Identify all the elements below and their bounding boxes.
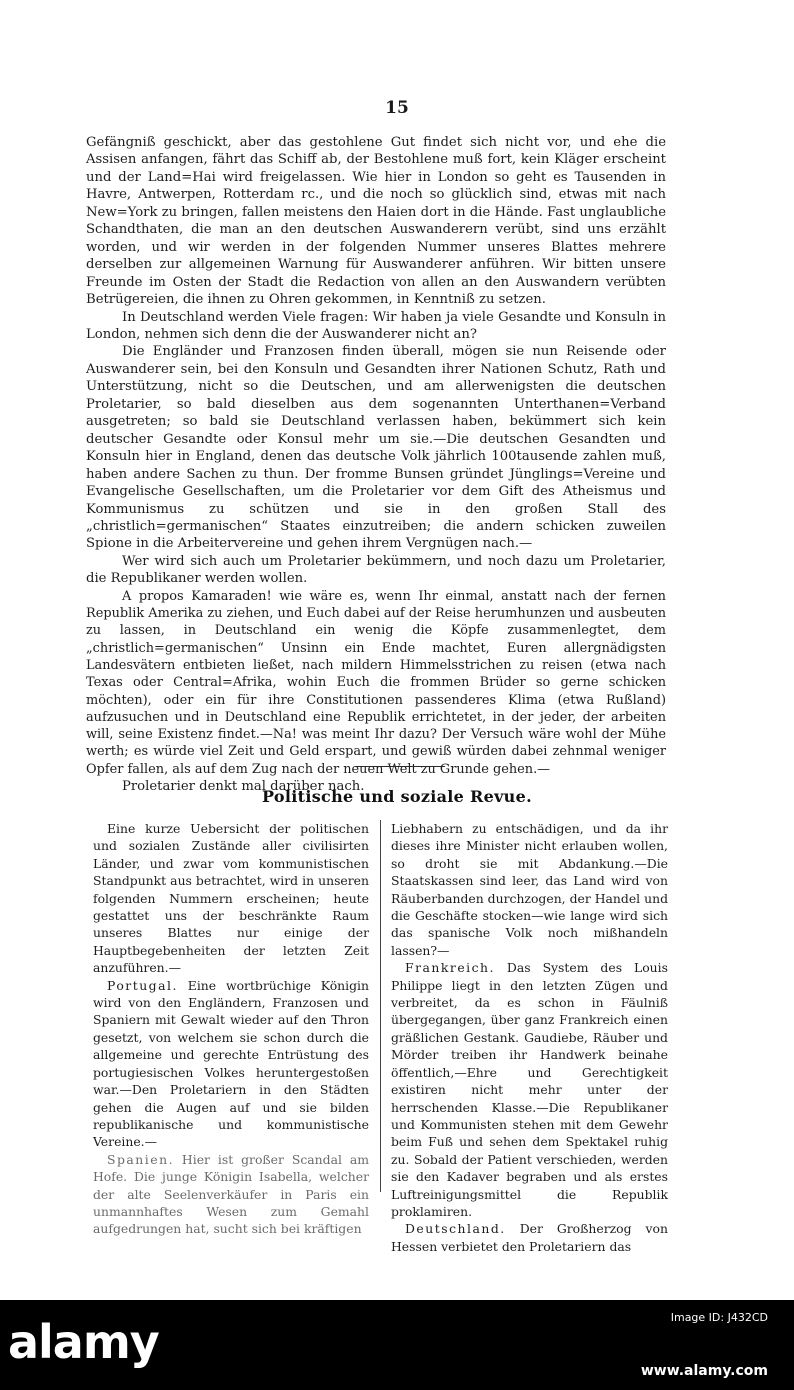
column-paragraph [391,959,668,1220]
paragraph: Gefängniß geschickt, aber das gestohlene Gut findet sich nicht vor, und ehe die Assisen anfangen, fährt das Schiff ab, der Bestohlene muß fort, kein Kläger erscheint und der Land=Hai wird freigelassen. Wie hier in London so geht es Tausenden in Havre, Antwerpen, Rotterdam rc., und die noch so glücklich sind, etwas mit nach New=York zu bringen, fallen meistens den Haien dort in die Hände. Fast unglaubliche Schandthaten, die man an den deutschen Auswanderern verübt, sind uns erzählt worden, und wir werden in der folgenden Nummer unseres Blattes mehrere derselben zur allgemeinen Warnung für Auswanderer anführen. Wir bitten unsere Freunde im Osten der Stadt die Redaction von allen an den Auswandern verübten Betrügereien, die ihnen zu Ohren gekommen, in Kenntniß zu setzen. [86,135,666,308]
paragraph: In Deutschland werden Viele fragen: Wir haben ja viele Gesandte und Konsuln in London, nehmen sich denn die der Auswanderer nicht an? [86,309,666,342]
paragraph-text: Der Großherzog von Hessen verbietet den Proletariern das [391,1221,668,1254]
article-body [86,134,666,796]
alamy-logo: alamy [8,1315,159,1369]
column-paragraph [93,977,369,1151]
column-paragraph [391,1220,668,1255]
paragraph-text: Hier ist großer Scandal am Hofe. Die junge Königin Isabella, welcher der alte Seelenverkäufer in Paris ein unmannhaftes Wesen zum Gemahl aufgedrungen hat, sucht sich bei kräftigen [93,1151,369,1237]
paragraph-text: Das System des Louis Philippe liegt in den letzten Zügen und verbreitet, da es schon in Fäulniß übergegangen, über ganz Frankreich einen gräßlichen Gestank. Gaudiebe, Räuber und Mörder treiben ihr Handwerk beinahe öffentlich,—Ehre und Gerechtigkeit existiren nicht mehr unter der herrschenden Klasse.—Die Republikaner und Kommunisten stehen mit dem Gewehr beim Fuß und sehen dem Spektakel ruhig zu. Sobald der Patient verschieden, werden sie den Kadaver begraben und als erstes Luftreinigungsmittel die Republik proklamiren. [391,960,668,1219]
country-heading: Frankreich. [405,960,495,976]
image-id: Image ID: J432CD [670,1311,768,1324]
column-paragraph: Eine kurze Uebersicht der politischen und sozialen Zustände aller civilisirten Länder, und zwar vom kommunistischen Standpunkt aus betrachtet, wird in unseren folgenden Nummern erscheinen; heute gestattet uns der beschränkte Raum unseres Blattes nur einige der Hauptbegebenheiten der letzten Zeit anzuführen.— [93,821,369,976]
country-heading: Spanien. [107,1151,175,1167]
paragraph: Wer wird sich auch um Proletarier bekümmern, und noch dazu um Proletarier, die Republikaner werden wollen. [86,553,666,587]
section-title: Politische und soziale Revue. [262,787,532,806]
column-divider [380,820,381,1192]
column-paragraph: Liebhabern zu entschädigen, und da ihr dieses ihre Minister nicht erlauben wollen, so droht sie mit Abdankung.—Die Staatskassen sind leer, das Land wird von Räuberbanden durchzogen, der Handel und die Geschäfte stocken—wie lange wird sich das spanische Volk noch mißhandeln lassen?— [391,821,668,958]
right-column [391,820,668,1255]
paragraph: Proletarier denkt mal darüber nach. [122,779,365,795]
column-paragraph [93,1151,369,1238]
watermark-info [508,1310,768,1383]
paragraph-text: Eine wortbrüchige Königin wird von den Engländern, Franzosen und Spaniern mit Gewalt wieder auf den Thron gesetzt, von welchem sie schon durch die allgemeine und gerechte Entrüstung des portugiesischen Volkes heruntergestoßen war.—Den Proletariern in den Städten gehen die Augen auf und sie bilden republikanische und kommunistische Vereine.— [93,977,369,1150]
country-heading: Deutschland. [405,1221,506,1237]
left-column [93,820,369,1238]
country-heading: Portugal. [107,977,178,993]
section-divider [355,766,445,767]
paragraph: Die Engländer und Franzosen finden überall, mögen sie nun Reisende oder Auswanderer sein, bei den Konsuln und Gesandten ihrer Nationen Schutz, Rath und Unterstützung, nicht so die Deutschen, und am allerwenigsten die deutschen Proletarier, so bald dieselben aus dem sogenannten Unterthanen=Verband ausgetreten; so bald sie Deutschland verlassen haben, bekümmert sich kein deutscher Gesandte oder Konsul mehr um sie.—Die deutschen Gesandten und Konsuln hier in England, denen das deutsche Volk jährlich 100tausende zahlen muß, haben andere Sachen zu thun. Der fromme Bunsen gründet Jünglings=Vereine und Evangelische Gesellschaften, um die Proletarier vor dem Gift des Atheismus und Kommunismus zu schützen und sie in den großen Stall des „christlich=germanischen“ Staates einzutreiben; die andern schicken zuweilen Spione in die Arbeitervereine und gehen ihrem Vergnügen nach.— [86,344,666,552]
page-number: 15 [385,98,409,118]
watermark-site: www.alamy.com [640,1363,768,1379]
paragraph: A propos Kamaraden! wie wäre es, wenn Ihr einmal, anstatt nach der fernen Republik Amerika zu ziehen, und Euch dabei auf der Reise herumhunzen und ausbeuten zu lassen, in Deutschland ein wenig die Köpfe zusammenlegtet, dem „christlich=germanischen“ Unsinn ein Ende machtet, Euren allergnädigsten Landesvätern entbieten ließet, nach mildern Himmelsstrichen zu reisen (etwa nach Texas oder Central=Afrika, wohin Euch die frommen Brüder so gerne schicken möchten), oder ein für ihre Constitutionen passenderes Klima (etwa Rußland) aufzusuchen und in Deutschland eine Republik errichtetet, in der jeder, der arbeiten will, seine Existenz findet.—Na! was meint Ihr dazu? Der Versuch wäre wohl der Mühe werth; es würde viel Zeit und Geld erspart, und gewiß würden dabei zehnmal weniger Opfer fallen, als auf dem Zug nach der neuen Welt zu Grunde gehen.— [86,588,666,777]
